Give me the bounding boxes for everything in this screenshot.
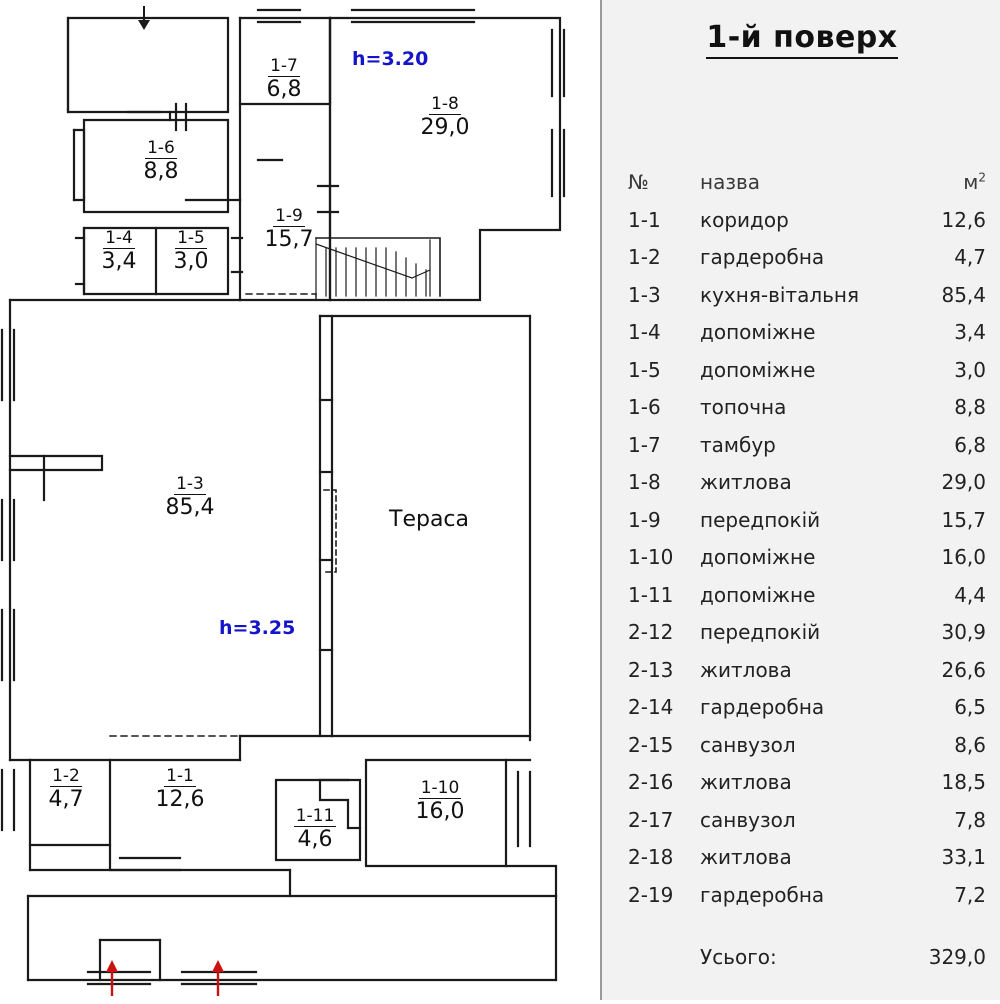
- row-name: житлова: [700, 657, 792, 682]
- row-area: 7,8: [954, 807, 986, 832]
- table-row: [628, 208, 990, 246]
- row-name: гардеробна: [700, 245, 825, 269]
- room-code: 1-6: [147, 138, 175, 158]
- room-code: 1-8: [431, 94, 459, 114]
- room-area: 4,6: [297, 826, 333, 852]
- table-row: [628, 695, 990, 733]
- room-area: 3,0: [173, 248, 209, 274]
- row-name: гардеробна: [700, 882, 825, 907]
- row-name: кухня-вітальня: [700, 282, 860, 307]
- row-name: санвузол: [700, 807, 796, 832]
- row-number: 2-12: [628, 620, 674, 644]
- row-number: 2-19: [628, 882, 674, 907]
- header-name: назва: [700, 170, 761, 194]
- row-area: 29,0: [941, 470, 986, 494]
- room-label-1-10: [392, 780, 488, 823]
- ceiling-height-1-8: h=3.20: [352, 48, 429, 70]
- page-title: [602, 20, 1000, 55]
- room-label-1-4: [88, 230, 150, 273]
- table-row: [628, 245, 990, 283]
- room-label-1-1: [136, 768, 224, 811]
- row-area: 15,7: [941, 507, 986, 532]
- row-number: 1-9: [628, 507, 661, 532]
- room-area: 8,8: [143, 158, 179, 184]
- table-row: [628, 583, 990, 621]
- room-label-1-9: [246, 208, 332, 251]
- room-code: 1-1: [166, 766, 194, 786]
- room-label-1-7: [248, 58, 320, 101]
- row-area: 8,8: [954, 395, 986, 419]
- row-area: 30,9: [941, 620, 986, 644]
- ceiling-height-1-3: h=3.25: [219, 617, 296, 639]
- row-area: 16,0: [941, 545, 986, 569]
- room-label-1-5: [160, 230, 222, 273]
- room-area: 3,4: [101, 248, 137, 274]
- table-row: [628, 395, 990, 433]
- row-number: 1-6: [628, 395, 661, 419]
- room-area: 4,7: [48, 786, 84, 812]
- entry-arrow-bottom-right: [212, 960, 224, 996]
- row-number: 1-2: [628, 245, 661, 269]
- room-code: 1-3: [176, 474, 204, 494]
- row-number: 1-7: [628, 432, 661, 457]
- room-area: 6,8: [266, 76, 302, 102]
- table-row: [628, 433, 990, 471]
- room-code: 1-7: [270, 56, 298, 76]
- row-area: 12,6: [941, 207, 986, 232]
- row-area: 26,6: [941, 657, 986, 682]
- row-name: житлова: [700, 770, 792, 794]
- row-area: 3,0: [954, 357, 986, 382]
- row-name: тамбур: [700, 432, 776, 457]
- row-area: 6,8: [954, 432, 986, 457]
- row-number: 2-17: [628, 807, 674, 832]
- total-row: [628, 945, 990, 969]
- room-code: 1-4: [105, 228, 133, 248]
- room-area: 16,0: [415, 798, 465, 824]
- row-number: 2-13: [628, 657, 674, 682]
- row-number: 1-10: [628, 545, 674, 569]
- table-header-row: [628, 170, 990, 208]
- room-code: 1-2: [52, 766, 80, 786]
- room-code: 1-11: [295, 806, 335, 826]
- row-name: допоміжне: [700, 320, 816, 344]
- row-number: 2-16: [628, 770, 674, 794]
- room-code: 1-9: [275, 206, 303, 226]
- row-number: 2-15: [628, 732, 674, 757]
- terrace-label: Тераса: [389, 507, 469, 532]
- row-number: 1-1: [628, 207, 661, 232]
- row-name: допоміжне: [700, 582, 816, 607]
- room-area: 12,6: [155, 786, 205, 812]
- row-name: допоміжне: [700, 545, 816, 569]
- header-number: №: [628, 170, 649, 194]
- table-row: [628, 508, 990, 546]
- table-row: [628, 320, 990, 358]
- room-area: 15,7: [264, 226, 314, 252]
- table-row: [628, 733, 990, 771]
- row-number: 1-5: [628, 357, 661, 382]
- row-name: житлова: [700, 845, 792, 869]
- header-area: $м^2$: [963, 170, 986, 194]
- page-title-text: 1-й поверх: [706, 20, 897, 59]
- row-name: топочна: [700, 395, 787, 419]
- row-name: коридор: [700, 207, 789, 232]
- room-area: 85,4: [165, 494, 215, 520]
- row-area: 7,2: [954, 882, 986, 907]
- row-name: гардеробна: [700, 695, 825, 719]
- table-row: [628, 620, 990, 658]
- row-name: санвузол: [700, 732, 796, 757]
- row-name: допоміжне: [700, 357, 816, 382]
- row-number: 1-11: [628, 582, 674, 607]
- row-area: 4,7: [954, 245, 986, 269]
- row-area: 33,1: [941, 845, 986, 869]
- table-row: [628, 545, 990, 583]
- table-row: [628, 883, 990, 921]
- rooms-table: [628, 170, 990, 920]
- table-row: [628, 358, 990, 396]
- row-name: передпокій: [700, 507, 821, 532]
- table-row: [628, 845, 990, 883]
- room-label-1-2: [34, 768, 98, 811]
- room-area: 29,0: [420, 114, 470, 140]
- row-area: 8,6: [954, 732, 986, 757]
- row-number: 2-14: [628, 695, 674, 719]
- table-row: [628, 283, 990, 321]
- legend-panel: [600, 0, 1000, 1000]
- room-label-1-6: [116, 140, 206, 183]
- room-code: 1-5: [177, 228, 205, 248]
- entry-arrow-bottom-left: [106, 960, 118, 996]
- room-code: 1-10: [420, 778, 460, 798]
- row-area: 85,4: [941, 282, 986, 307]
- total-label: Усього:: [700, 945, 777, 969]
- row-area: 3,4: [954, 320, 986, 344]
- row-number: 1-3: [628, 282, 661, 307]
- row-number: 1-8: [628, 470, 661, 494]
- row-number: 2-18: [628, 845, 674, 869]
- row-area: 4,4: [954, 582, 986, 607]
- room-label-1-3: [142, 476, 238, 519]
- row-area: 18,5: [941, 770, 986, 794]
- row-name: передпокій: [700, 620, 821, 644]
- table-row: [628, 470, 990, 508]
- total-value: 329,0: [928, 945, 986, 969]
- table-row: [628, 770, 990, 808]
- table-row: [628, 658, 990, 696]
- row-name: житлова: [700, 470, 792, 494]
- table-row: [628, 808, 990, 846]
- room-label-1-11: [280, 808, 350, 851]
- room-label-1-8: [400, 96, 490, 139]
- row-area: 6,5: [954, 695, 986, 719]
- row-number: 1-4: [628, 320, 661, 344]
